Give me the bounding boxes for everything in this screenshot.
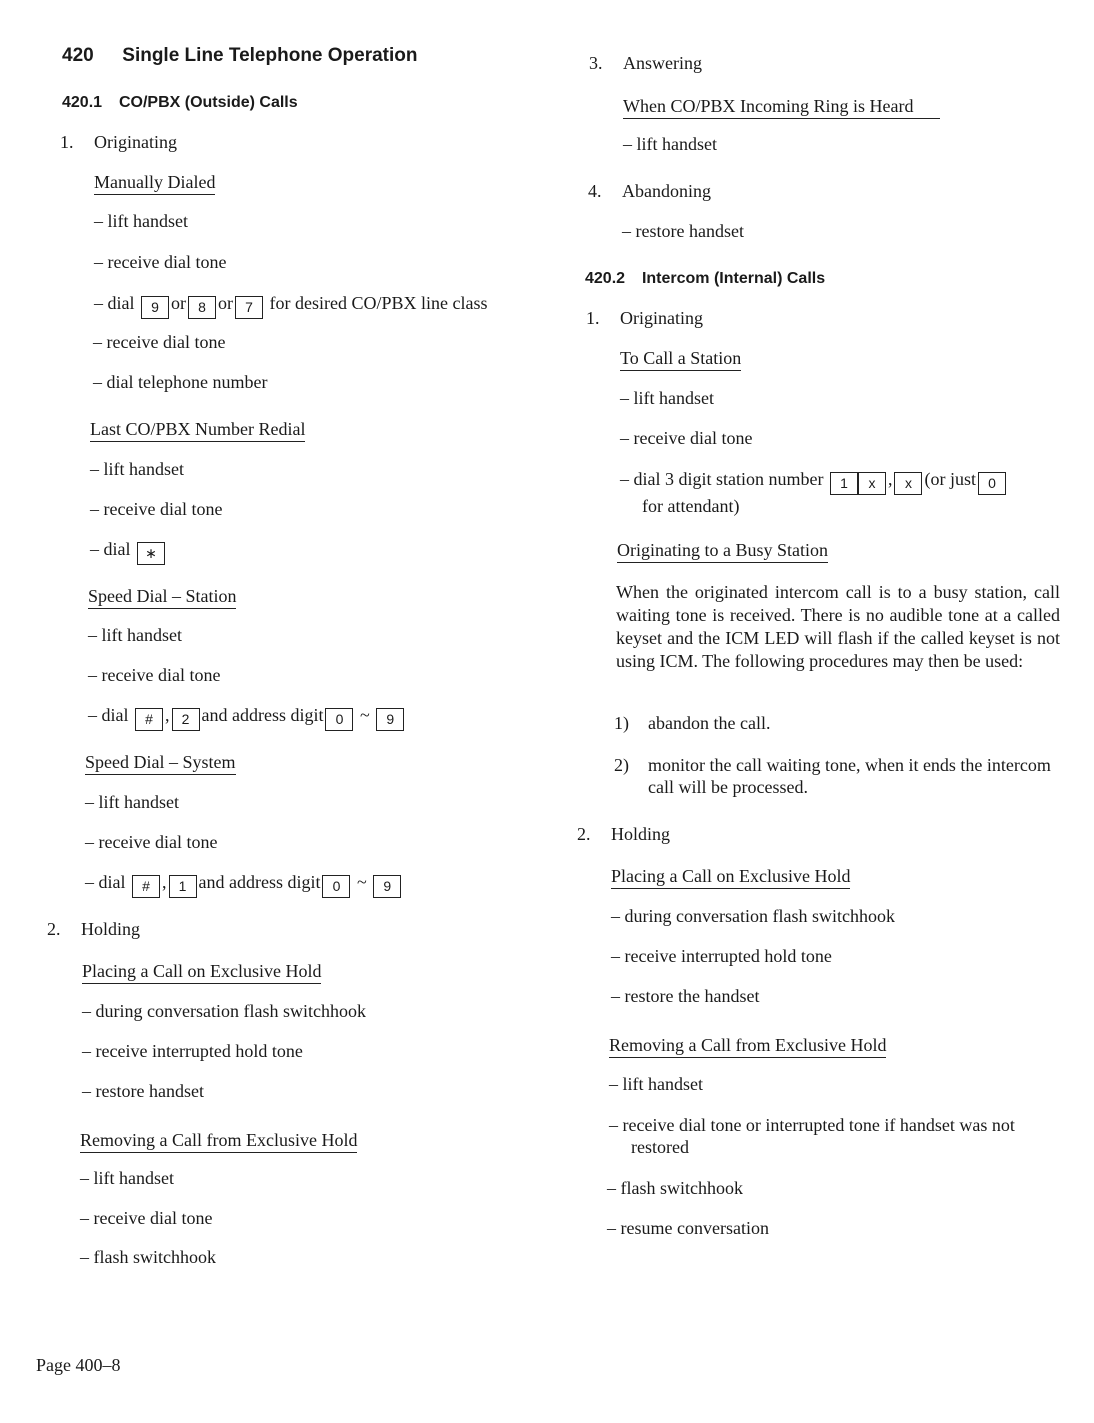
busy-station-paragraph: When the originated intercom call is to a busy station, call waiting tone is received. There is no audible tone at a called keyset and the ICM LED will flash if the called keyset is not using ICM. The following procedures may then be used: bbox=[616, 582, 1060, 671]
option-number: 2) bbox=[614, 755, 629, 775]
item-answering bbox=[589, 52, 702, 74]
heading-removing-exclusive-hold: Removing a Call from Exclusive Hold bbox=[80, 1129, 357, 1153]
step-restore-handset: – restore handset bbox=[622, 221, 744, 241]
item-label: Holding bbox=[611, 824, 671, 844]
step-lift-handset: – lift handset bbox=[609, 1074, 703, 1094]
item-label: Holding bbox=[81, 919, 141, 939]
step-lift-handset: – lift handset bbox=[620, 388, 714, 408]
key-x: x bbox=[858, 472, 886, 495]
step-flash-switchhook: – flash switchhook bbox=[607, 1178, 743, 1198]
item-label: Answering bbox=[623, 53, 702, 73]
step-dial-speed-system bbox=[85, 871, 403, 898]
step-lift-handset: – lift handset bbox=[90, 459, 184, 479]
tilde: ~ bbox=[359, 705, 370, 725]
item-number: 4. bbox=[588, 181, 602, 201]
heading-manually-dialed: Manually Dialed bbox=[94, 171, 215, 195]
section-number: 420 bbox=[62, 45, 94, 66]
step-dial-station-number bbox=[620, 468, 1075, 517]
heading-busy-station: Originating to a Busy Station bbox=[617, 539, 828, 563]
step-flash-switchhook: – during conversation flash switchhook bbox=[82, 1001, 366, 1021]
step-receive-dial-tone: – receive dial tone bbox=[94, 252, 227, 272]
or-text: or bbox=[171, 293, 186, 313]
section-heading bbox=[62, 45, 418, 67]
heading-call-station: To Call a Station bbox=[620, 347, 741, 371]
step-flash-switchhook: – flash switchhook bbox=[80, 1247, 216, 1267]
heading-speed-dial-station: Speed Dial – Station bbox=[88, 585, 236, 609]
dial-prefix: – dial bbox=[85, 872, 126, 892]
item-number: 3. bbox=[589, 53, 603, 73]
key-0: 0 bbox=[978, 472, 1006, 495]
key-9: 9 bbox=[141, 296, 169, 319]
step-receive-dial-tone: – receive dial tone bbox=[85, 832, 218, 852]
step-receive-hold-tone: – receive interrupted hold tone bbox=[82, 1041, 303, 1061]
step-lift-handset: – lift handset bbox=[88, 625, 182, 645]
step-restore-handset: – restore the handset bbox=[611, 986, 760, 1006]
step-lift-handset: – lift handset bbox=[80, 1168, 174, 1188]
item-label: Originating bbox=[620, 308, 703, 328]
comma: , bbox=[162, 872, 167, 892]
subsection-number: 420.1 bbox=[62, 94, 103, 111]
step-lift-handset: – lift handset bbox=[94, 211, 188, 231]
option-text: monitor the call waiting tone, when it ends the intercom call will be processed. bbox=[648, 755, 1051, 797]
option-text: abandon the call. bbox=[648, 713, 771, 733]
step-dial-speed-station bbox=[88, 704, 406, 731]
step-receive-dial-tone: – receive dial tone bbox=[80, 1208, 213, 1228]
address-digit-text: and address digit bbox=[201, 705, 324, 725]
key-2: 2 bbox=[172, 708, 200, 731]
step-lift-handset: – lift handset bbox=[85, 792, 179, 812]
subsection-title: CO/PBX (Outside) Calls bbox=[118, 94, 298, 111]
subsection-number: 420.2 bbox=[585, 270, 626, 287]
dial-prefix: – dial bbox=[88, 705, 129, 725]
step-receive-hold-tone: – receive interrupted hold tone bbox=[611, 946, 832, 966]
heading-speed-dial-system: Speed Dial – System bbox=[85, 751, 236, 775]
heading-incoming-ring: When CO/PBX Incoming Ring is Heard bbox=[623, 95, 940, 119]
step-dial-line-class bbox=[94, 292, 487, 319]
subsection-title: Intercom (Internal) Calls bbox=[641, 270, 826, 287]
or-text: or bbox=[218, 293, 233, 313]
key-1: 1 bbox=[830, 472, 858, 495]
key-1: 1 bbox=[169, 875, 197, 898]
key-0: 0 bbox=[322, 875, 350, 898]
option-abandon bbox=[614, 712, 770, 734]
step-restore-handset: – restore handset bbox=[82, 1081, 204, 1101]
step-receive-dial-tone: – receive dial tone bbox=[88, 665, 221, 685]
option-monitor bbox=[614, 754, 1060, 798]
heading-placing-exclusive-hold: Placing a Call on Exclusive Hold bbox=[82, 960, 321, 984]
dial-prefix: – dial bbox=[90, 539, 131, 559]
heading-last-number-redial: Last CO/PBX Number Redial bbox=[90, 418, 305, 442]
subsection-heading-420-2 bbox=[585, 270, 825, 288]
step-receive-tone-or-interrupted: – receive dial tone or interrupted tone if handset was not restored bbox=[609, 1115, 1015, 1157]
step-receive-dial-tone: – receive dial tone bbox=[93, 332, 226, 352]
item-number: 1. bbox=[60, 132, 74, 152]
step-dial-star bbox=[90, 538, 167, 565]
key-x: x bbox=[894, 472, 922, 495]
page-number: Page 400–8 bbox=[36, 1355, 121, 1375]
item-originating bbox=[586, 307, 703, 329]
or-just-text: (or just bbox=[924, 469, 976, 489]
key-hash: # bbox=[135, 708, 163, 731]
dial-suffix: for desired CO/PBX line class bbox=[269, 293, 488, 313]
step-lift-handset: – lift handset bbox=[623, 134, 717, 154]
step-flash-switchhook: – during conversation flash switchhook bbox=[611, 906, 895, 926]
key-0: 0 bbox=[325, 708, 353, 731]
step-receive-dial-tone: – receive dial tone bbox=[90, 499, 223, 519]
comma: , bbox=[887, 469, 893, 489]
item-holding bbox=[47, 918, 140, 940]
option-number: 1) bbox=[614, 713, 629, 733]
item-number: 2. bbox=[577, 824, 591, 844]
step-receive-dial-tone: – receive dial tone bbox=[620, 428, 753, 448]
address-digit-text: and address digit bbox=[198, 872, 321, 892]
key-star: ∗ bbox=[137, 542, 165, 565]
item-holding bbox=[577, 823, 670, 845]
heading-removing-exclusive-hold: Removing a Call from Exclusive Hold bbox=[609, 1034, 886, 1058]
tilde: ~ bbox=[356, 872, 367, 892]
item-number: 1. bbox=[586, 308, 600, 328]
step-dial-telephone-number: – dial telephone number bbox=[93, 372, 268, 392]
item-label: Abandoning bbox=[622, 181, 711, 201]
dial-prefix: – dial 3 digit station number bbox=[620, 469, 824, 489]
step-resume-conversation: – resume conversation bbox=[607, 1218, 769, 1238]
key-8: 8 bbox=[188, 296, 216, 319]
heading-placing-exclusive-hold: Placing a Call on Exclusive Hold bbox=[611, 865, 850, 889]
item-originating bbox=[60, 131, 177, 153]
key-9: 9 bbox=[373, 875, 401, 898]
section-title: Single Line Telephone Operation bbox=[122, 45, 418, 66]
item-abandoning bbox=[588, 180, 711, 202]
item-number: 2. bbox=[47, 919, 61, 939]
key-7: 7 bbox=[235, 296, 263, 319]
subsection-heading-420-1 bbox=[62, 94, 298, 112]
step-continuation: for attendant) bbox=[642, 496, 740, 516]
dial-prefix: – dial bbox=[94, 293, 135, 313]
comma: , bbox=[165, 705, 170, 725]
key-9: 9 bbox=[376, 708, 404, 731]
key-hash: # bbox=[132, 875, 160, 898]
item-label: Originating bbox=[94, 132, 177, 152]
